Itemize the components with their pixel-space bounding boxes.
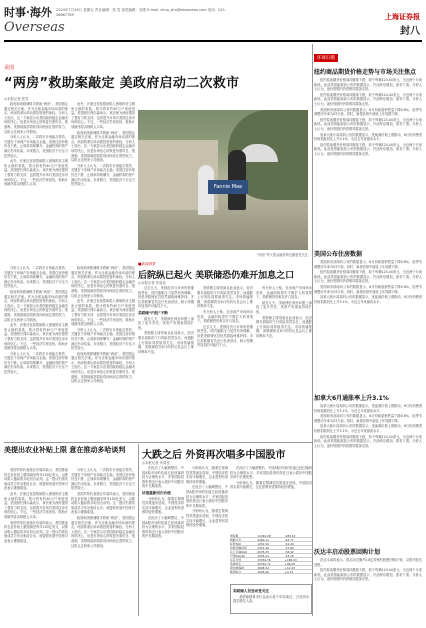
paragraph: 分析师认为，随着宏观调控效果逐步显现，中国经济将实现平稳增长，企业盈利有望保持较快增速。 xyxy=(186,509,228,528)
table-cell: 纳斯达克 xyxy=(230,538,242,541)
page-header xyxy=(4,4,422,42)
paragraph: 美国贸易代表施瓦布周四表示，美国准备将农业补贴上限削减至每年150亿美元，以推动陷入僵局的多哈回合谈判。这一提议仍需其他成员方作出相应让步。欧盟和发展中国家对此表示谨慎欢迎。 xyxy=(4,520,68,543)
top-story-column-2 xyxy=(71,102,135,262)
table-cell: 新加坡海峡 xyxy=(230,566,244,569)
paragraph: 纽约原油期货价格周四继续下跌，收于每桶124.44美元，为近两个月来新低。此前美国能源部公布的数据显示，汽油库存增加，需求下滑。分析人士认为，油价短期内仍将维持震荡走势。 xyxy=(314,92,422,106)
paragraph: 有分析人士称，在房地产市场尚未见底、金融机构损失不断扩大的背景下，美联储恐怕难以开口加息。 xyxy=(197,309,253,324)
paragraph: 分析人士认为，二次救市计划能否奏效，关键在于房地产市场能否企稳。美国住房价格仍在下跌，止赎率持续攀升，金融机构的资产减记仍未结束。未来数月，美国经济下行压力依然较大。 xyxy=(4,266,68,289)
table-cell: -32.29 xyxy=(284,542,294,545)
table-cell: 法兰克福DAX xyxy=(230,550,248,553)
mid-story-byline: ◎本报记者 朱周良 xyxy=(138,281,166,285)
table-cell: 4345.21 xyxy=(257,554,269,557)
bottom-mid-column-3 xyxy=(230,466,312,532)
table-cell: +12.43 xyxy=(284,566,296,569)
table-cell: +9.33 xyxy=(284,570,294,573)
paragraph: 此外，法案还包括帮助陷入困境的房主避免止赎的条款，预计将有约40万户家庭受益。美国财长保尔森表示，该法案为两房提供了强有力的支持，也将提升市场对美国住房市场的信心。不过，一些经济学家担忧，救助计划最终将由纳税人买单。 xyxy=(4,323,68,351)
mid-story-subhead: 美联储“内忧”不断 xyxy=(138,310,168,315)
paragraph: 美国商务部周四公布的数据显示，6月份新屋销售量下降0.6%，经季节调整后年率为53万套。同时，新屋价格中值较上年同期下降。 xyxy=(314,414,422,423)
news-photo xyxy=(138,110,308,250)
paragraph: 加拿大统计局周四公布的数据显示，受能源价格上涨推动，6月份消费者价格指数同比上升3.1%，为近五年来最高水平。 xyxy=(314,132,422,142)
paragraph: 过去几天，美国经济与市场形势继续恶化，国内通胀压力虽然有所缓解，但是美联储官员依然面临两难抉择。多位美联储官员近日发表讲话，暗示短期内加息的可能性不大。 xyxy=(138,286,194,309)
table-cell: 标普500 xyxy=(230,542,241,545)
paragraph: 在经历了大幅调整后，中国A股市场的估值已经回落到较为合理的水平，多家国际投资机构近日表示看好中国股市的中长期前景。 xyxy=(142,466,184,489)
vertical-divider xyxy=(312,44,313,616)
box-text: 美联储理事米什金表示将于年底离任，白宫尚未提名继任人选。 xyxy=(233,594,309,604)
table-row xyxy=(230,570,312,574)
paragraph: 分析人士认为，二次救市计划能否奏效，关键在于房地产市场能否企稳。美国住房价格仍在下跌，止赎率持续攀升，金融机构的资产减记仍未结束。未来数月，美国经济下行压力依然较大。 xyxy=(71,327,135,351)
paragraph: 纽约原油期货价格周四继续下跌，收于每桶124.44美元，为近两个月来新低。此前美国能源部公布的数据显示，汽油库存增加，需求下滑。分析人士认为，油价短期内仍将维持震荡走势。 xyxy=(314,142,422,156)
bottom-left-headline: 美提出农业补贴上限 意在推动多哈谈判 xyxy=(4,446,126,454)
right-article-1 xyxy=(314,78,422,246)
table-cell: -33.18 xyxy=(284,554,294,557)
table-cell: -283.10 xyxy=(284,534,296,537)
paragraph: 纽约原油期货价格周四继续下跌，收于每桶124.44美元，为近两个月来新低。此前美国能源部公布的数据显示，汽油库存增加，需求下滑。分析人士认为，油价短期内仍将维持震荡走势。 xyxy=(314,117,422,131)
right-article-3 xyxy=(314,404,422,544)
mid-story-headline: 后院纵已起火 美联储恐仍难开加息之口 xyxy=(138,271,295,281)
paragraph: 最近几天，美联储在两房问题上承担了更多责任，其资产负债表持续扩张。 xyxy=(256,300,312,314)
right-headline: 加拿大6月通胀率上升3.1% xyxy=(314,395,389,402)
bottom-mid-headline: 大跌之后 外资再次唱多中国股市 xyxy=(142,450,286,461)
section-title-en: Overseas xyxy=(4,20,65,35)
bottom-mid-column-1 xyxy=(142,466,184,616)
table-cell: 22740.71 xyxy=(257,562,271,565)
paragraph: 加拿大统计局周四公布的数据显示，受能源价格上涨推动，6月份消费者价格指数同比上升3.1%，为近五年来最高水平。 xyxy=(314,404,422,413)
table-cell: 1628.60 xyxy=(257,570,269,573)
table-cell: +180.00 xyxy=(284,558,297,561)
table-cell: 2948.52 xyxy=(257,566,269,569)
paragraph: 分析人士认为，二次救市计划能否奏效，关键在于房地产市场能否企稳。美国住房价格仍在下跌，止赎率持续攀升，金融机构的资产减记仍未结束。未来数月，美国经济下行压力依然较大。 xyxy=(71,163,135,187)
paragraph: 美联储主席伯南克此前表示，经济增长面临的下行风险依然存在，而通胀上行风险同样值得关注。市场普遍预期，美联储将在8月份的议息会议上维持利率不变。 xyxy=(197,286,253,309)
mid-story-kicker: ■新闻背景 xyxy=(138,262,156,266)
paragraph: 加拿大统计局周四公布的数据显示，受能源价格上涨推动，6月份消费者价格指数同比上升3.1%，为近五年来最高水平。 xyxy=(314,295,422,304)
paragraph: 分析人士认为，二次救市计划能否奏效，关键在于房地产市场能否企稳。美国住房价格仍在下跌，止赎率持续攀升，金融机构的资产减记仍未结束。未来数月，美国经济下行压力依然较大。 xyxy=(71,468,135,491)
paragraph: 政府和美联储联手救助“两房”，美国国会通过相关法案。作为全球金融市场动荡的焦点，两房的命运牵动着投资者的神经。分析人士指出，这一方案显示出美国政府稳定金融市场的决心，但是市场信心的恢复仍需时日。报道称，美国财政部将获得向两房注资的权力，以防止这两家公司倒闭。 xyxy=(71,351,135,384)
photo-caption: “两房”等大型金融机构近期备受关注 xyxy=(256,253,308,257)
table-cell: 2280.11 xyxy=(257,538,269,541)
table-cell: 11349.28 xyxy=(257,534,271,537)
table-cell: -37.60 xyxy=(284,546,294,549)
paragraph: 此外，法案还包括帮助陷入困境的房主避免止赎的条款，预计将有约40万户家庭受益。美国财长保尔森表示，该法案为两房提供了强有力的支持，也将提升市场对美国住房市场的信心。不过，一些经济学家担忧，救助计划最终将由纳税人买单。 xyxy=(71,102,135,129)
news-box xyxy=(230,584,312,614)
section-title-cn: 时事·海外 xyxy=(4,6,52,19)
vertical-divider xyxy=(138,444,139,616)
paragraph: 政府和美联储联手救助“两房”，美国国会通过相关法案。作为全球金融市场动荡的焦点，两房的命运牵动着投资者的神经。分析人士指出，这一方案显示出美国政府稳定金融市场的决心，但是市场信心的恢复仍需时日。报道称，美国财政部将获得向两房注资的权力，以防止这两家公司倒闭。 xyxy=(71,515,135,548)
table-cell: 伦敦金融时报 xyxy=(230,546,247,549)
bottom-mid-byline: ◎本报记者 朱周良 xyxy=(142,461,170,465)
paragraph: 加拿大统计局周四公布的数据显示，受能源价格上涨推动，6月份消费者价格指数同比上升3.1%，为近五年来最高水平。 xyxy=(314,424,422,433)
table-cell: +86.65 xyxy=(284,562,296,565)
paragraph: 纽约原油期货价格周四继续下跌，收于每桶124.44美元，为近两个月来新低。此前美国能源部公布的数据显示，汽油库存增加，需求下滑。分析人士认为，油价短期内仍将维持震荡走势。 xyxy=(314,434,422,448)
page-number: 封八 xyxy=(400,26,420,37)
table-cell: 巴黎CAC40 xyxy=(230,554,245,557)
paragraph: 在经历了大幅调整后，中国A股市场的估值已经回落到较为合理的水平，多家国际投资机构近日表示看好中国股市的中长期前景。 xyxy=(186,485,228,508)
table-cell: 道琼斯 xyxy=(230,534,239,537)
paper-name: 上海证券报 xyxy=(385,13,420,21)
table-cell: -58.92 xyxy=(284,550,294,553)
paragraph: 纽约原油期货价格周四继续下跌，收于每桶124.44美元，为近两个月来新低。此前美国能源部公布的数据显示，汽油库存增加，需求下滑。分析人士认为，油价短期内仍将维持震荡走势。 xyxy=(314,270,422,284)
paragraph: 政府和美联储联手救助“两房”，美国国会通过相关法案。作为全球金融市场动荡的焦点，两房的命运牵动着投资者的神经。分析人士指出，这一方案显示出美国政府稳定金融市场的决心，但是市场信心的恢复仍需时日。报道称，美国财政部将获得向两房注资的权力，以防止这两家公司倒闭。 xyxy=(71,130,135,163)
paragraph: 最近几天，美联储在两房问题上承担了更多责任，其资产负债表持续扩张。 xyxy=(138,316,194,330)
paragraph: 有分析人士称，在房地产市场尚未见底、金融机构损失不断扩大的背景下，美联储恐怕难以开口加息。 xyxy=(256,286,312,300)
paragraph: 分析人士认为，二次救市计划能否奏效，关键在于房地产市场能否企稳。美国住房价格仍在下跌，止赎率持续攀升，金融机构的资产减记仍未结束。未来数月，美国经济下行压力依然较大。 xyxy=(4,135,68,158)
editor-meta: 2024年7月26日 星期五 责任编辑：张 雪 视觉编辑：邹建 E-mail: zhuo_zhu@ebaonews.com 电话：021-26667789 xyxy=(56,8,227,17)
right-headline: 沃达丰启动股票回购计划 xyxy=(314,549,381,556)
table-cell: -45.77 xyxy=(284,538,294,541)
paragraph: 美联储主席伯南克此前表示，经济增长面临的下行风险依然存在，而通胀上行风险同样值得关注。市场普遍预期，美联储将在8月份的议息会议上维持利率不变。 xyxy=(256,315,312,338)
paragraph: 纽约原油期货价格周四继续下跌，收于每桶124.44美元，为近两个月来新低。此前美国能源部公布的数据显示，汽油库存增加，需求下滑。分析人士认为，油价短期内仍将维持震荡走势。 xyxy=(314,78,422,92)
paragraph: 美国商务部周四公布的数据显示，6月份新屋销售量下降0.6%，经季节调整后年率为53万套。同时，新屋价格中值较上年同期下降。 xyxy=(314,107,422,117)
table-cell: 韩国综合 xyxy=(230,570,242,573)
paragraph: 过去几天，美国经济与市场形势继续恶化，国内通胀压力虽然有所缓解，但是美联储官员依然面临两难抉择。多位美联储官员近日发表讲话，暗示短期内加息的可能性不大。 xyxy=(197,324,253,348)
bottom-mid-column-2 xyxy=(186,466,228,616)
mid-story-column-1 xyxy=(138,286,194,440)
newspaper-page xyxy=(4,4,422,618)
paragraph: 分析师认为，随着宏观调控效果逐步显现，中国经济将实现平稳增长，企业盈利有望保持较快增速。 xyxy=(142,496,184,515)
paragraph: 美国商务部周四公布的数据显示，6月份新屋销售量下降0.6%，经季节调整后年率为53万套。同时，新屋价格中值较上年同期下降。 xyxy=(314,284,422,294)
table-cell: 东京日经 xyxy=(230,558,242,561)
right-column-tag: 环球扫描 xyxy=(314,54,338,62)
top-story-column-1 xyxy=(4,102,68,262)
paragraph: 此外，法案还包括帮助陷入困境的房主避免止赎的条款，预计将有约40万户家庭受益。美国财长保尔森表示，该法案为两房提供了强有力的支持，也将提升市场对美国住房市场的信心。不过，一些经济学家担忧，救助计划最终将由纳税人买单。 xyxy=(71,299,135,327)
right-headline: 纽约商品期货价格走势与市场关注焦点 xyxy=(314,69,417,76)
fannie-mae-sign: Fannie Mae xyxy=(208,180,248,194)
paragraph: 政府和美联储联手救助“两房”，美国国会通过相关法案。作为全球金融市场动荡的焦点，两房的命运牵动着投资者的神经。分析人士指出，这一方案显示出美国政府稳定金融市场的决心，但是市场信心的恢复仍需时日。报道称，美国财政部将获得向两房注资的权力，以防止这两家公司倒闭。 xyxy=(4,102,68,134)
top-story-byline: ◎本报记者 张雪 xyxy=(4,97,29,101)
box-title: 美联储人员变动受关注 xyxy=(233,589,269,593)
table-cell: 13334.76 xyxy=(257,558,271,561)
top-story-headline: “两房”救助案敲定 美政府启动二次救市 xyxy=(4,76,240,91)
paragraph: 在经历了大幅调整后，中国A股市场的估值已经回落到较为合理的水平，多家国际投资机构近日表示看好中国股市的中长期前景。 xyxy=(230,466,312,480)
paragraph: 沃达丰周四表示，将启动总额约10亿英镑的股票回购计划，以提升股东回报。 xyxy=(314,558,422,567)
table-cell: 香港恒生 xyxy=(230,562,242,565)
mid-story-column-3 xyxy=(256,286,312,440)
right-article-2 xyxy=(314,260,422,390)
top-story-column-4 xyxy=(71,266,135,442)
paragraph: 分析人士认为，二次救市计划能否奏效，关键在于房地产市场能否企稳。美国住房价格仍在下跌，止赎率持续攀升，金融机构的资产减记仍未结束。未来数月，美国经济下行压力依然较大。 xyxy=(4,351,68,375)
top-story-column-3 xyxy=(4,266,68,442)
right-article-4 xyxy=(314,558,422,628)
paragraph: 政府和美联储联手救助“两房”，美国国会通过相关法案。作为全球金融市场动荡的焦点，两房的命运牵动着投资者的神经。分析人士指出，这一方案显示出美国政府稳定金融市场的决心，但是市场信心的恢复仍需时日。报道称，美国财政部将获得向两房注资的权力，以防止这两家公司倒闭。 xyxy=(71,266,135,298)
right-column xyxy=(314,44,422,618)
paragraph: 政府和美联储联手救助“两房”，美国国会通过相关法案。作为全球金融市场动荡的焦点，两房的命运牵动着投资者的神经。分析人士指出，这一方案显示出美国政府稳定金融市场的决心，但是市场信心的恢复仍需时日。报道称，美国财政部将获得向两房注资的权力，以防止这两家公司倒闭。 xyxy=(4,289,68,322)
paragraph: 在经历了大幅调整后，中国A股市场的估值已经回落到较为合理的水平，多家国际投资机构近日表示看好中国股市的中长期前景。 xyxy=(142,515,184,539)
paragraph: 纽约原油期货价格周四继续下跌，收于每桶124.44美元，为近两个月来新低。此前美国能源部公布的数据显示，汽油库存增加，需求下滑。分析人士认为，油价短期内仍将维持震荡走势。 xyxy=(314,568,422,582)
mid-story-column-2 xyxy=(197,286,253,440)
bottom-mid-subhead: 估值重新回归合理 xyxy=(142,490,171,495)
paragraph: 美联储主席伯南克此前表示，经济增长面临的下行风险依然存在，而通胀上行风险同样值得关注。市场普遍预期，美联储将在8月份的议息会议上维持利率不变。 xyxy=(138,331,194,354)
paragraph: 此外，法案还包括帮助陷入困境的房主避免止赎的条款，预计将有约40万户家庭受益。美国财长保尔森表示，该法案为两房提供了强有力的支持，也将提升市场对美国住房市场的信心。不过，一些经济学家担忧，救助计划最终将由纳税人买单。 xyxy=(4,491,68,519)
market-index-table xyxy=(230,534,312,582)
paragraph: 美国贸易代表施瓦布周四表示，美国准备将农业补贴上限削减至每年150亿美元，以推动陷入僵局的多哈回合谈判。这一提议仍需其他成员方作出相应让步。欧盟和发展中国家对此表示谨慎欢迎。 xyxy=(71,491,135,515)
table-cell: 5312.40 xyxy=(257,546,269,549)
paragraph: 此外，法案还包括帮助陷入困境的房主避免止赎的条款，预计将有约40万户家庭受益。美国财长保尔森表示，该法案为两房提供了强有力的支持，也将提升市场对美国住房市场的信心。不过，一些经济学家担忧，救助计划最终将由纳税人买单。 xyxy=(4,159,68,187)
table-cell: 1252.54 xyxy=(257,542,269,545)
paragraph: 美国商务部周四公布的数据显示，6月份新屋销售量下降0.6%，经季节调整后年率为53万套。同时，新屋价格中值较上年同期下降。 xyxy=(314,260,422,269)
right-headline: 美国公布住房数据 xyxy=(314,251,363,258)
masthead xyxy=(385,12,420,37)
paragraph: 分析师认为，随着宏观调控效果逐步显现，中国经济将实现平稳增长，企业盈利有望保持较快增速。 xyxy=(186,466,228,484)
paragraph: 分析师认为，随着宏观调控效果逐步显现，中国经济将实现平稳增长，企业盈利有望保持较快增速。 xyxy=(230,480,312,490)
bottom-left-column-1 xyxy=(4,468,68,616)
bottom-left-column-2 xyxy=(71,468,135,616)
paragraph: 美国贸易代表施瓦布周四表示，美国准备将农业补贴上限削减至每年150亿美元，以推动陷入僵局的多哈回合谈判。这一提议仍需其他成员方作出相应让步。欧盟和发展中国家对此表示谨慎欢迎。 xyxy=(4,468,68,491)
table-cell: 6478.25 xyxy=(257,550,269,553)
horizontal-divider xyxy=(4,442,312,443)
top-story-kicker: 美国 xyxy=(4,65,15,71)
